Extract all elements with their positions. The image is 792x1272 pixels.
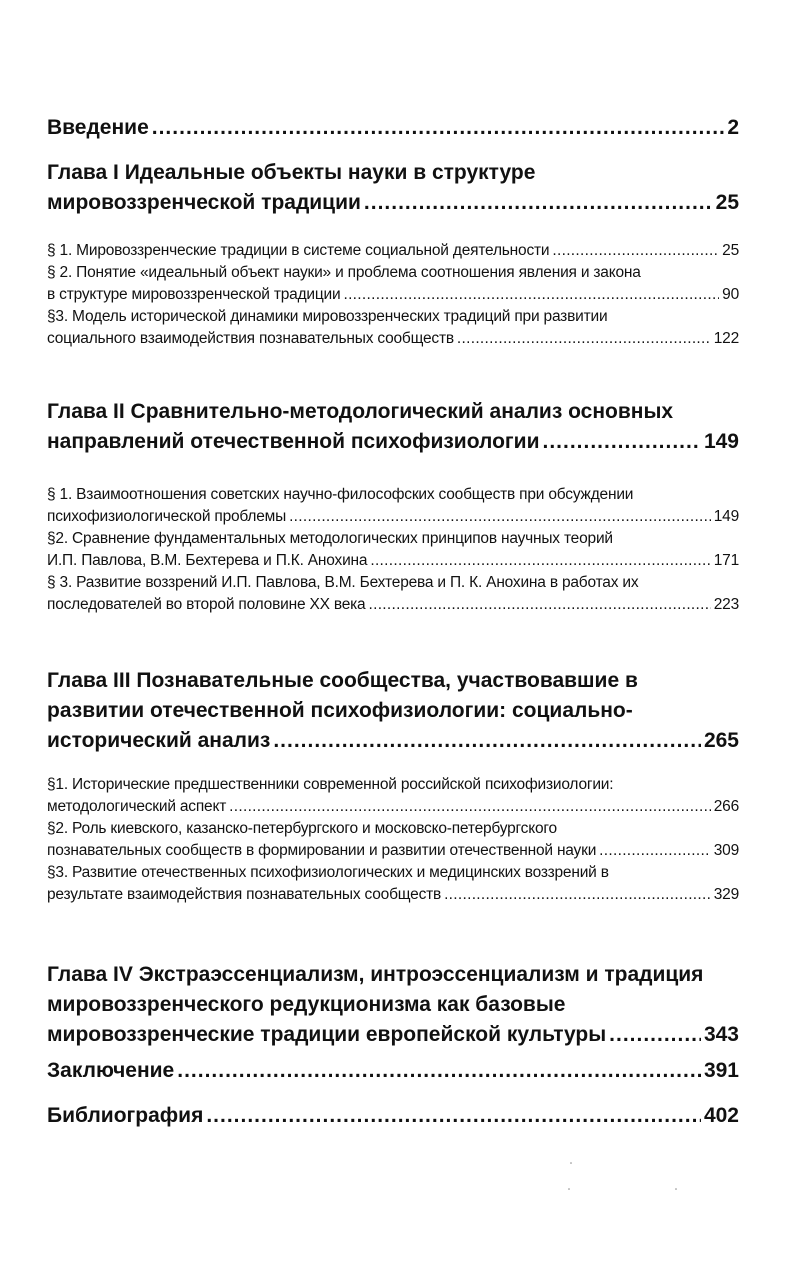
chapter-title-line: мировоззренческой традиции [47,191,361,214]
section-title-line: § 3. Развитие воззрений И.П. Павлова, В.М. Бехтерева и П. К. Анохина в работах их [47,574,639,591]
toc-page-number: 329 [713,886,739,903]
toc-entry-title: Заключение [47,1059,175,1082]
section-title-line: §3. Развитие отечественных психофизиологических и медицинских воззрений в [47,864,609,881]
section-title-line: И.П. Павлова, В.М. Бехтерева и П.К. Анохина [47,552,368,569]
toc-page-number: 2 [727,116,739,139]
toc-page-number: 309 [713,842,739,859]
chapter-title-line: мировоззренческие традиции европейской культуры [47,1023,607,1046]
section-title-line: психофизиологической проблемы [47,508,287,525]
chapter-title-line: развитии отечественной психофизиологии: социально- [47,699,633,722]
section-title-line: §2. Сравнение фундаментальных методологических принципов научных теорий [47,530,613,547]
toc-page-number: 265 [703,729,739,752]
toc-page-number: 122 [713,330,739,347]
section-title-line: в структуре мировоззренческой традиции [47,286,341,303]
toc-page-number: 171 [713,552,739,569]
chapter-title-line: Глава II Сравнительно-методологический анализ основных [47,400,674,423]
chapter-title-line: мировоззренческого редукционизма как базовые [47,993,566,1016]
section-title-line: § 1. Мировоззренческие традиции в системе социальной деятельности [47,242,550,259]
toc-entry-title: Библиография [47,1104,204,1127]
toc-page-number: 343 [703,1023,739,1046]
toc-entry-title: Введение [47,116,149,139]
toc-page-number: 25 [715,191,739,214]
section-title-line: методологический аспект [47,798,227,815]
toc-page-number: 90 [722,286,739,303]
scan-speck [570,1162,572,1164]
section-title-line: §2. Роль киевского, казанско-петербургского и московско-петербургского [47,820,557,837]
section-title-line: познавательных сообществ в формировании и развитии отечественной науки [47,842,597,859]
toc-page-number: 149 [713,508,739,525]
scan-speck [675,1188,677,1190]
section-title-line: § 2. Понятие «идеальный объект науки» и проблема соотношения явления и закона [47,264,641,281]
toc-page-number: 266 [713,798,739,815]
chapter-title-line: Глава IV Экстраэссенциализм, интроэссенциализм и традиция [47,963,704,986]
toc-page-number: 391 [703,1059,739,1082]
toc-page-number: 223 [713,596,739,613]
section-title-line: социального взаимодействия познавательных сообществ [47,330,454,347]
chapter-title-line: Глава I Идеальные объекты науки в структуре [47,161,536,184]
chapter-title-line: исторический анализ [47,729,271,752]
toc-page-number: 402 [703,1104,739,1127]
section-title-line: §1. Исторические предшественники современной российской психофизиологии: [47,776,614,793]
section-title-line: §3. Модель исторической динамики мировоззренческих традиций при развитии [47,308,608,325]
chapter-title-line: Глава III Познавательные сообщества, участвовавшие в [47,669,638,692]
toc-page-number: 25 [722,242,739,259]
section-title-line: § 1. Взаимоотношения советских научно-философских сообществ при обсуждении [47,486,634,503]
section-title-line: результате взаимодействия познавательных сообществ [47,886,442,903]
chapter-title-line: направлений отечественной психофизиологии [47,430,540,453]
toc-page-number: 149 [703,430,739,453]
scan-speck [568,1188,570,1190]
section-title-line: последователей во второй половине XX века [47,596,366,613]
